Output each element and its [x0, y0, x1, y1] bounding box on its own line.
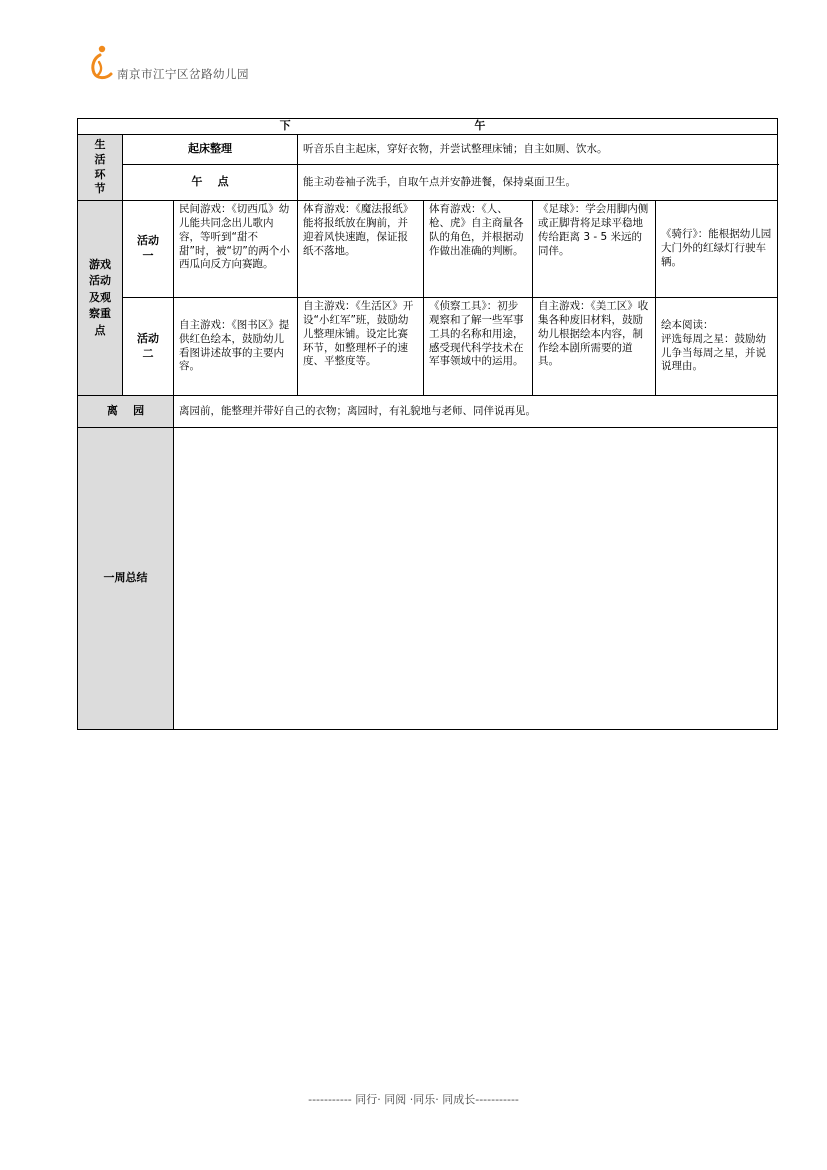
weekly-summary-row	[78, 428, 778, 730]
activity1-cell-3: 体育游戏：《人、枪、虎》自主商量各队的角色，并根据动作做出准确的判断。	[424, 201, 533, 298]
activity2-cell-5: 绘本阅读： 评选每周之星：鼓励幼儿争当每周之星，并说说理由。	[656, 298, 778, 396]
activity1-cell-4: 《足球》：学会用脚内侧或正脚背将足球平稳地传给距离 3 - 5 米远的同伴。	[533, 201, 656, 298]
activity2-label	[123, 298, 174, 396]
weekly-summary-content	[174, 428, 778, 730]
activity1-label	[123, 201, 174, 298]
activity2-cell-2: 自主游戏：《生活区》开设“小红军”班，鼓励幼儿整理床铺。设定比赛环节，如整理杯子的速度、平整度等。	[298, 298, 424, 396]
period-header-row	[78, 119, 778, 135]
activity1-cell-1: 民间游戏：《切西瓜》幼儿能共同念出儿歌内容，等听到“甜不甜”时，被“切”的两个小西瓜向反方向赛跑。	[174, 201, 298, 298]
period-header: 下 午	[78, 119, 778, 135]
activity2-cell-4: 自主游戏：《美工区》收集各种废旧材料，鼓励幼儿根据绘本内容，制作绘本剧所需要的道具。	[533, 298, 656, 396]
snack-content: 能主动卷袖子洗手，自取午点并安静进餐，保持桌面卫生。	[298, 165, 778, 201]
game-section-label-text: 游戏活动及观察重点	[89, 257, 111, 337]
life-section-label-text: 生活环节	[94, 138, 106, 196]
wakeup-label: 起床整理	[123, 135, 298, 165]
weekly-summary-label: 一周总结	[78, 428, 174, 730]
life-section-label	[78, 135, 123, 201]
life-row-wakeup	[78, 135, 778, 165]
leave-row	[78, 396, 778, 428]
snack-label: 午 点	[123, 165, 298, 201]
activity2-cell-1: 自主游戏：《图书区》提供红色绘本，鼓励幼儿看图讲述故事的主要内容。	[174, 298, 298, 396]
school-logo-mark-icon	[90, 44, 120, 82]
activity1-label-text: 活动一	[137, 234, 159, 262]
activity1-cell-5: 《骑行》：能根据幼儿园大门外的红绿灯行驶车辆。	[656, 201, 778, 298]
life-row-snack	[78, 165, 778, 201]
wakeup-content: 听音乐自主起床，穿好衣物，并尝试整理床铺；自主如厕、饮水。	[298, 135, 778, 165]
school-name: 南京市江宁区岔路幼儿园	[117, 67, 249, 81]
activity1-row	[78, 201, 778, 298]
game-section-label	[78, 201, 123, 396]
activity2-label-text: 活动二	[137, 331, 159, 360]
leave-content: 离园前，能整理并带好自己的衣物；离园时，有礼貌地与老师、同伴说再见。	[174, 396, 778, 428]
afternoon-schedule-table	[77, 118, 778, 730]
footer-motto: ----------- 同行· 同阅 ·同乐· 同成长-----------	[308, 1093, 519, 1106]
leave-label: 离 园	[78, 396, 174, 428]
activity2-row	[78, 298, 778, 396]
activity2-cell-3: 《侦察工具》：初步观察和了解一些军事工具的名称和用途，感受现代科学技术在军事领域中的运用。	[424, 298, 533, 396]
school-logo	[90, 44, 310, 84]
activity1-cell-2: 体育游戏：《魔法报纸》能将报纸放在胸前，并迎着风快速跑，保证报纸不落地。	[298, 201, 424, 298]
